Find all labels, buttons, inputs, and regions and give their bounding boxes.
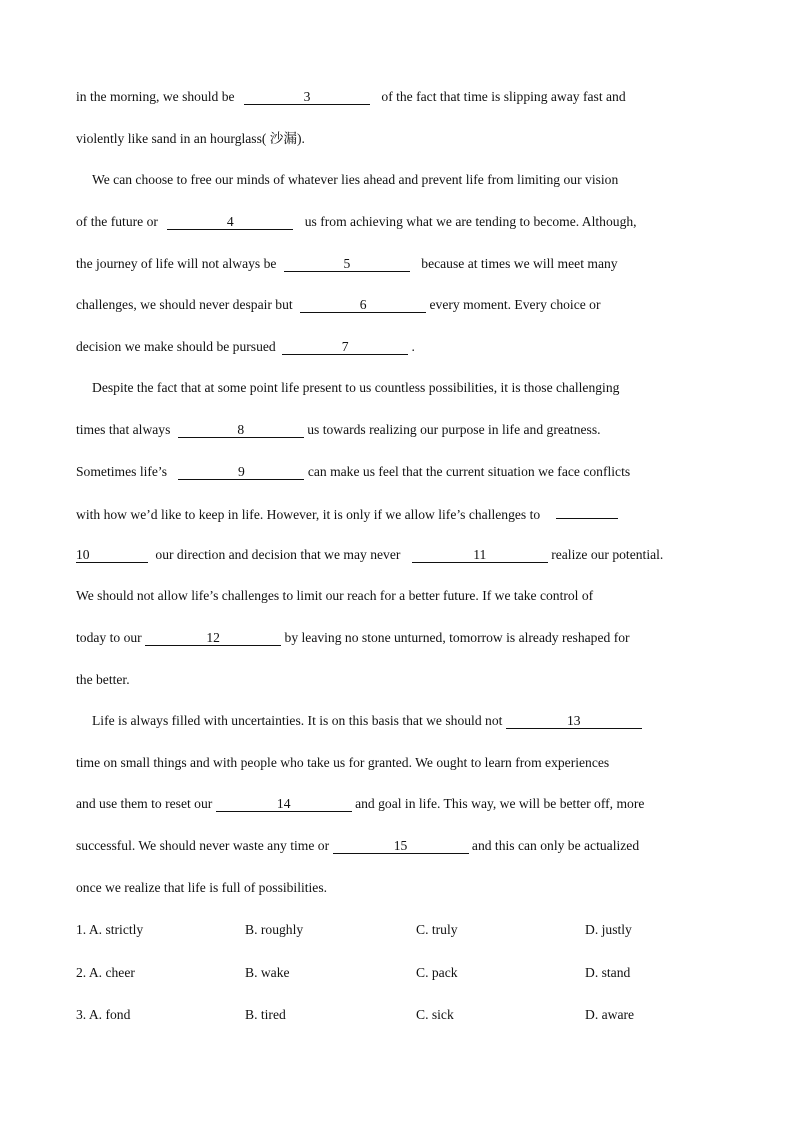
passage-line <box>76 295 716 315</box>
passage-line <box>76 836 716 856</box>
line-text: by leaving no stone unturned, tomorrow is already reshaped for <box>284 630 630 645</box>
passage-line <box>76 753 716 773</box>
line-text: can make us feel that the current situation we face conflicts <box>307 464 631 479</box>
passage-line <box>76 337 716 357</box>
line-text: challenges, we should never despair but <box>76 297 293 312</box>
line-text: We should not allow life’s challenges to limit our reach for a better future. If we take control of <box>76 588 594 603</box>
line-text: of the fact that time is slipping away fast and <box>381 89 626 104</box>
line-text: today to our <box>76 630 142 645</box>
paragraph-start <box>92 170 732 190</box>
option-a[interactable]: 2. A. cheer <box>76 965 135 980</box>
option-d[interactable]: D. stand <box>585 965 631 980</box>
option-d[interactable]: D. aware <box>585 1007 635 1022</box>
line-text: Despite the fact that at some point life present to us countless possibilities, it is those challenging <box>92 380 620 395</box>
blank-10-start[interactable] <box>556 503 618 519</box>
option-c[interactable]: C. truly <box>416 922 458 937</box>
line-text: decision we make should be pursued <box>76 339 276 354</box>
line-text: in the morning, we should be <box>76 89 235 104</box>
passage-line <box>76 87 716 107</box>
passage-line <box>76 586 716 606</box>
option-b[interactable]: B. wake <box>245 965 290 980</box>
paragraph-start <box>92 711 732 731</box>
blank-13[interactable]: 13 <box>506 713 642 729</box>
option-a[interactable]: 1. A. strictly <box>76 922 144 937</box>
line-text: us from achieving what we are tending to become. Although, <box>304 214 637 229</box>
passage-line <box>76 254 716 274</box>
line-text: and this can only be actualized <box>471 838 640 853</box>
line-text: every moment. Every choice or <box>429 297 601 312</box>
line-text: the better. <box>76 672 130 687</box>
line-text: . <box>411 339 415 354</box>
option-a[interactable]: 3. A. fond <box>76 1007 131 1022</box>
blank-6[interactable]: 6 <box>300 297 426 313</box>
blank-4[interactable]: 4 <box>167 214 293 230</box>
line-text: time on small things and with people who take us for granted. We ought to learn from experiences <box>76 755 610 770</box>
line-text: our direction and decision that we may never <box>155 547 401 562</box>
line-text: Sometimes life’s <box>76 464 167 479</box>
line-text: and use them to reset our <box>76 796 213 811</box>
line-text: us towards realizing our purpose in life and greatness. <box>307 422 601 437</box>
passage-line <box>76 628 716 648</box>
option-c[interactable]: C. pack <box>416 965 458 980</box>
line-text: because at times we will meet many <box>421 256 618 271</box>
line-text: We can choose to free our minds of whatever lies ahead and prevent life from limiting our vision <box>92 172 619 187</box>
blank-5[interactable]: 5 <box>284 256 410 272</box>
passage-line <box>76 129 716 149</box>
option-c[interactable]: C. sick <box>416 1007 454 1022</box>
line-text: violently like sand in an hourglass( 沙漏). <box>76 131 305 146</box>
passage-line <box>76 878 716 898</box>
line-text: the journey of life will not always be <box>76 256 277 271</box>
passage-line <box>76 462 716 482</box>
passage-line <box>76 545 716 565</box>
passage-line <box>76 212 716 232</box>
line-text: of the future or <box>76 214 158 229</box>
line-text: once we realize that life is full of possibilities. <box>76 880 328 895</box>
line-text: realize our potential. <box>551 547 664 562</box>
blank-3[interactable]: 3 <box>244 89 370 105</box>
blank-7[interactable]: 7 <box>282 339 408 355</box>
passage-line <box>76 670 716 690</box>
blank-10[interactable]: 10 <box>76 547 148 563</box>
option-b[interactable]: B. tired <box>245 1007 286 1022</box>
option-b[interactable]: B. roughly <box>245 922 304 937</box>
line-text: with how we’d like to keep in life. However, it is only if we allow life’s challenges to <box>76 507 541 522</box>
passage-line <box>76 503 716 523</box>
blank-8[interactable]: 8 <box>178 422 304 438</box>
line-text: times that always <box>76 422 171 437</box>
blank-15[interactable]: 15 <box>333 838 469 854</box>
line-text: and goal in life. This way, we will be better off, more <box>355 796 645 811</box>
blank-12[interactable]: 12 <box>145 630 281 646</box>
option-d[interactable]: D. justly <box>585 922 632 937</box>
passage-line <box>76 420 716 440</box>
blank-14[interactable]: 14 <box>216 796 352 812</box>
blank-9[interactable]: 9 <box>178 464 304 480</box>
line-text: Life is always filled with uncertainties. It is on this basis that we should not <box>92 713 503 728</box>
paragraph-start <box>92 378 732 398</box>
line-text: successful. We should never waste any time or <box>76 838 330 853</box>
blank-11[interactable]: 11 <box>412 547 548 563</box>
passage-line <box>76 794 716 814</box>
